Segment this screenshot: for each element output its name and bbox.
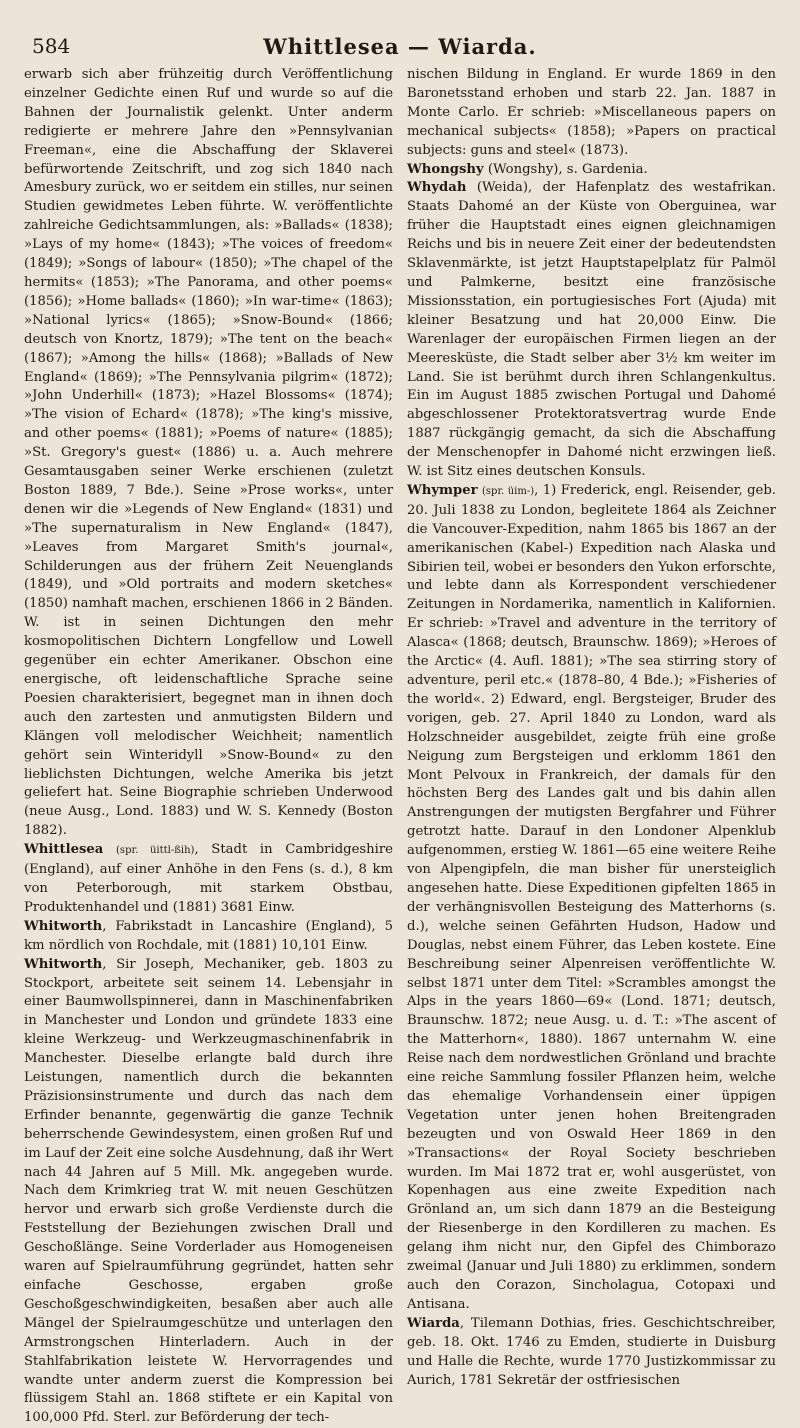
left-column [24, 66, 393, 1424]
page-header [24, 34, 776, 64]
page-number: 584 [32, 34, 71, 58]
text-columns [24, 66, 776, 1424]
entry-text: , Sir Joseph, Mechaniker, geb. 1803 zu Stockport, arbeitete seit seinem 14. Lebensjahr in einer Baumwollspinnerei, dann in Maschinenfabriken in Manchester und London und gründete 1833 eine kleine Werkzeug- und Werkzeugmaschinenfabrik in Manchester. Dieselbe erlangte bald durch ihre Leistungen, namentlich durch die bekannten Präzisionsinstrumente und durch das nach dem Erfinder benannte, gegenwärtig die ganze Technik beherrschende Gewindesystem, einen großen Ruf und im Lauf der Zeit eine solche Ausdehnung, daß ihr Wert nach 44 Jahren auf 5 Mill. Mk. angegeben wurde. Nach dem Krimkrieg trat W. mit neuen Geschützen hervor und erwarb sich große Verdienste durch die Feststellung der Beziehungen zwischen Drall und Geschoßlänge. Seine Vorderlader aus Homogeneisen waren auf Spielraumführung gegründet, hatten sehr einfache Geschosse, ergaben große Geschoßgeschwindigkeiten, besaßen aber auch alle Mängel der Spielraumgeschütze und unterlagen den Armstrongschen Hinterladern. Auch in der Stahlfabrikation leistete W. Hervorragendes und wandte unter anderm zuerst die Kompression bei flüssigem Stahl an. 1868 stiftete er ein Kapital von 100,000 Pfd. Sterl. zur Beförderung der tech- [24, 956, 393, 1426]
pronunciation-note: (spr. üittl-ßih) [116, 845, 195, 857]
entry-text: (Weida), der Hafenplatz des westafrikan. Staats Dahomé an der Küste von Oberguinea, war früher die Hauptstadt eines eignen gleichnamigen Reichs und bis in neuere Zeit einer der bedeutendsten Sklavenmärkte, ist jetzt Hauptstapelplatz für Palmöl und Palmkerne, besitzt eine französische Missionsstation, ein portugiesisches Fort (Ajuda) mit kleiner Besatzung und hat 20,000 Einw. Die Warenlager der europäischen Firmen liegen an der Meeresküste, die Stadt selber aber 3½ km weiter im Land. Sie ist berühmt durch ihren Schlangenkultus. Ein im August 1885 zwischen Portugal und Dahomé abgeschlossener Protektoratsvertrag wurde Ende 1887 rückgängig gemacht, da sich die Abschaffung der Menschenopfer in Dahomé nicht erzwingen ließ. W. ist Sitz eines deutschen Konsuls. [407, 180, 776, 480]
entry-headword: Whongshy [407, 161, 484, 177]
entry-text: , 1) Frederick, engl. Reisender, geb. 20. Juli 1838 zu London, begleitete 1864 als Zeichner die Vancouver-Expedition, nahm 1865 bis 1867 an der amerikanischen (Kabel-) Expedition nach Alaska und Sibirien teil, wobei er besonders den Yukon erforschte, und lebte dann als Korrespondent verschiedener Zeitungen in Nordamerika, namentlich in Kalifornien. Er schrieb: »Travel and adventure in the territory of Alasca« (1868; deutsch, Braunschw. 1869); »Heroes of the Arctic« (4. Aufl. 1881); »The sea stirring story of adventure, peril etc.« (1878–80, 4 Bde.); »Fisheries of the world«. 2) Edward, engl. Bergsteiger, Bruder des vorigen, geb. 27. April 1840 zu London, ward als Holzschneider ausgebildet, zeigte früh eine große Neigung zum Bergsteigen und erklomm 1861 den Mont Pelvoux in Frankreich, der damals für den höchsten Berg des Landes galt und bis dahin allen Anstrengungen der mutigsten Bergfahrer und Führer getrotzt hatte. Darauf in den Londoner Alpenklub aufgenommen, erstieg W. 1861—65 eine weitere Reihe von Alpengipfeln, die man bisher für unersteiglich angesehen hatte. Diese Expeditionen gipfelten 1865 in der verhängnisvollen Besteigung des Matterhorns (s. d.), welche seinen Gefährten Hudson, Hadow und Douglas, nebst einem Führer, das Leben kostete. Eine Beschreibung seiner Alpenreisen veröffentlichte W. selbst 1871 unter dem Titel: »Scrambles amongst the Alps in the years 1860—69« (Lond. 1871; deutsch, Braunschw. 1872; neue Ausg. u. d. T.: »The ascent of the Matterhorn«, 1880). 1867 unternahm W. eine Reise nach dem nordwestlichen Grönland und brachte eine reiche Sammlung fossiler Pflanzen heim, welche das ehemalige Vorhandensein einer üppigen Vegetation unter jenen hohen Breitengraden bezeugten und von Oswald Heer 1869 in den »Transactions« der Royal Society beschrieben wurden. Im Mai 1872 trat er, wohl ausgerüstet, von Kopenhagen aus eine zweite Expedition nach Grönland an, um sich dann 1879 an die Besteigung der Riesenberge in den Kordilleren zu machen. Es gelang ihm nicht nur, den Gipfel des Chimborazo zweimal (Januar und Juli 1880) zu erklimmen, sondern auch den Corazon, Sincholagua, Cotopaxi und Antisana. [407, 482, 776, 1312]
dictionary-entry [24, 918, 393, 956]
dictionary-entry [24, 956, 393, 1428]
right-column [407, 66, 776, 1424]
entry-text: , Stadt in Cambridgeshire (England), auf einer Anhöhe in den Fens (s. d.), 8 km von Peterborough, mit starkem Obstbau, Produktenhandel und (1881) 3681 Einw. [24, 842, 393, 915]
dictionary-entry [407, 482, 776, 1315]
entry-text: , Tilemann Dothias, fries. Geschichtschreiber, geb. 18. Okt. 1746 zu Emden, studierte in Duisburg und Halle die Rechte, wurde 1770 Justizkommissar zu Aurich, 1781 Sekretär der ostfriesischen [407, 1315, 776, 1388]
entry-text: erwarb sich aber frühzeitig durch Veröffentlichung einzelner Gedichte einen Ruf und wurde so auf die Bahnen der Journalistik gelenkt. Unter anderm redigierte er mehrere Jahre den »Pennsylvanian Freeman«, eine die Abschaffung der Sklaverei befürwortende Zeitschrift, und zog sich 1840 nach Amesbury zurück, wo er seitdem ein stilles, nur seinen Studien gewidmetes Leben führte. W. veröffentlichte zahlreiche Gedichtsammlungen, als: »Ballads« (1838); »Lays of my home« (1843); »The voices of freedom« (1849); »Songs of labour« (1850); »The chapel of the hermits« (1853); »The Panorama, and other poems« (1856); »Home ballads« (1860); »In war-time« (1863); »National lyrics« (1865); »Snow-Bound« (1866; deutsch von Knortz, 1879); »The tent on the beach« (1867); »Among the hills« (1868); »Ballads of New England« (1869); »The Pennsylvania pilgrim« (1872); »John Underhill« (1873); »Hazel Blossoms« (1874); »The vision of Echard« (1878); »The king's missive, and other poems« (1881); »Poems of nature« (1885); »St. Gregory's guest« (1886) u. a. Auch mehrere Gesamtausgaben seiner Werke erschienen (zuletzt Boston 1889, 7 Bde.). Seine »Prose works«, unter denen wir die »Legends of New England« (1831) und »The supernaturalism in New England« (1847), »Leaves from Margaret Smith's journal«, Schilderungen aus der frühern Zeit Neuenglands (1849), und »Old portraits and modern sketches« (1850) namhaft machen, erschienen 1866 in 2 Bänden. W. ist in seinen Dichtungen den mehr kosmopolitischen Dichtern Longfellow und Lowell gegenüber ein echter Amerikaner. Obschon eine energische, oft leidenschaftliche Sprache seine Poesien charakterisiert, begegnet man in ihnen doch auch den zartesten und anmutigsten Bildern und Klängen voll melodischer Weichheit; namentlich gehört sein Winteridyll »Snow-Bound« zu den lieblichsten Dichtungen, welche Amerika bis jetzt geliefert hat. Seine Biographie schrieben Underwood (neue Ausg., Lond. 1883) und W. S. Kennedy (Boston 1882). [24, 67, 393, 839]
entry-headword: Whymper [407, 482, 478, 498]
dictionary-entry [24, 841, 393, 918]
entry-headword: Wiarda [407, 1315, 460, 1331]
dictionary-entry [407, 1315, 776, 1391]
entry-text: (Wongshy), s. Gardenia. [483, 161, 648, 177]
entry-text: , Fabrikstadt in Lancashire (England), 5 km nördlich von Rochdale, mit (1881) 10,101 Einw. [24, 918, 393, 953]
dictionary-entry [407, 179, 776, 482]
entry-headword: Whydah [407, 180, 467, 196]
entry-text: nischen Bildung in England. Er wurde 1869 in den Baronetsstand erhoben und starb 22. Jan. 1887 in Monte Carlo. Er schrieb: »Miscellaneous papers on mechanical subjects« (1858); »Papers on practical subjects: guns and steel« (1873). [407, 67, 776, 158]
entry-headword: Whittlesea [24, 842, 104, 858]
entry-headword: Whitworth [24, 956, 103, 972]
entry-headword: Whitworth [24, 918, 103, 934]
dictionary-entry [407, 161, 776, 180]
running-title: Whittlesea — Wiarda. [263, 34, 537, 59]
pronunciation-note: (spr. üim-) [482, 485, 535, 497]
dictionary-entry [407, 66, 776, 161]
dictionary-entry [24, 66, 393, 841]
